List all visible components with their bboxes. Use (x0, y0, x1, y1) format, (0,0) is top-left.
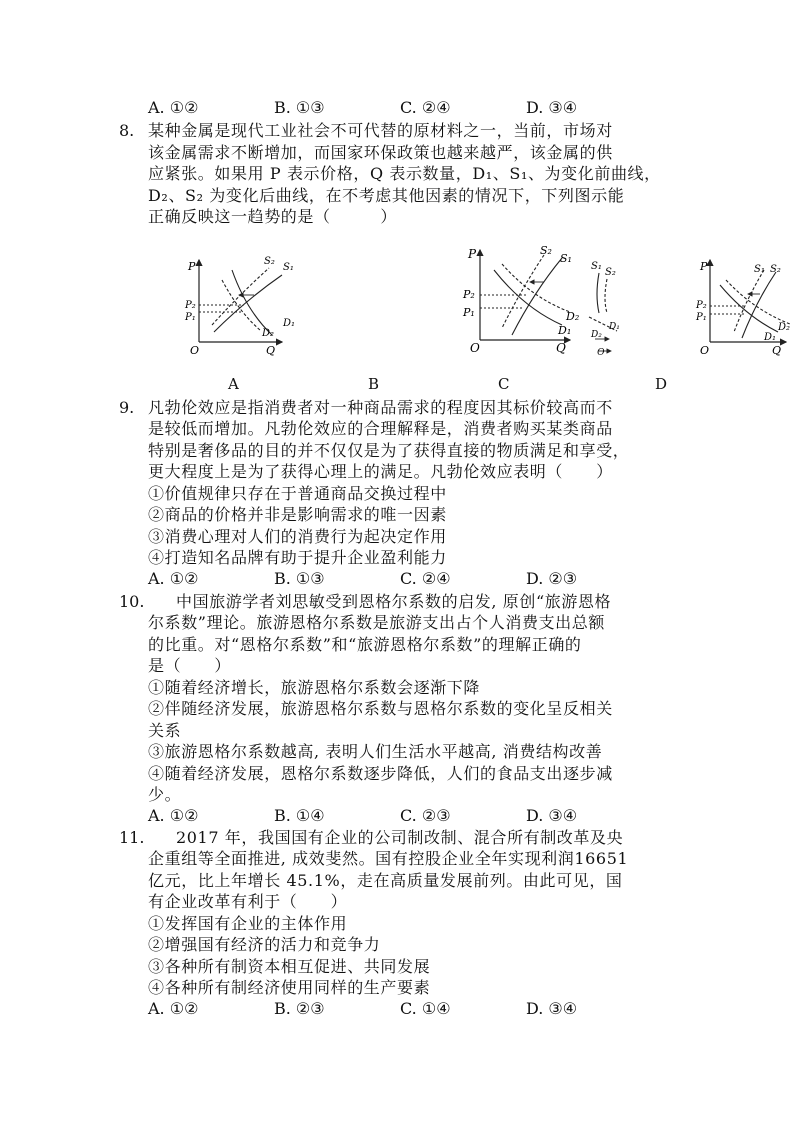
q11-option-c: C. ①④ (400, 999, 451, 1018)
graph-label-c: C (498, 375, 510, 393)
q9-choice: ①价值规律只存在于普通商品交换过程中 (148, 484, 447, 503)
graph-a-o-label: O (190, 344, 200, 357)
graph-c-s1-label: S₁ (560, 252, 572, 265)
graph-d-s1-label: S₁ (754, 264, 765, 275)
q10-choice: 关系 (148, 721, 182, 740)
q10-choice: ④随着经济发展，恩格尔系数逐步降低，人们的食品支出逐步减 (148, 764, 613, 783)
q10-choice: ①随着经济增长，旅游恩格尔系数会逐渐下降 (148, 678, 481, 697)
q11-choice: ③各种所有制资本相互促进、共同发展 (148, 957, 431, 976)
q7-option-b: B. ①③ (274, 98, 325, 117)
supply-demand-graph-a (184, 250, 304, 360)
q11-option-b: B. ②③ (274, 999, 325, 1018)
q8-line: D₂、S₂ 为变化后曲线，在不考虑其他因素的情况下，下列图示能 (148, 186, 625, 205)
q10-line: 尔系数”理论。旅游恩格尔系数是旅游支出占个人消费支出总额 (148, 613, 605, 632)
q9-number: 9. (119, 398, 135, 417)
graph-a-s1-label: S₁ (283, 262, 294, 273)
q9-option-c: C. ②④ (400, 569, 451, 588)
q10-number: 10. (119, 592, 145, 611)
q7-option-a: A. ①② (148, 98, 199, 117)
graph-d-p1-label: P₁ (696, 312, 707, 323)
q10-line: 的比重。对“恩格尔系数”和“旅游恩格尔系数”的理解正确的 (148, 635, 582, 654)
graph-c-side-fragment (585, 255, 635, 355)
q11-choice: ②增强国有经济的活力和竞争力 (148, 935, 381, 954)
q9-line: 凡勃伦效应是指消费者对一种商品需求的程度因其标价较高而不 (148, 398, 613, 417)
graph-label-a: A (228, 375, 239, 393)
graph-c-d1-label: D₁ (558, 324, 572, 337)
supply-demand-graph-d (694, 250, 794, 360)
q11-option-a: A. ①② (148, 999, 199, 1018)
graph-c-q-label: Q (556, 341, 566, 355)
graph-d-d1-label: D₁ (764, 332, 777, 343)
q7-option-d: D. ③④ (526, 98, 578, 117)
graph-d-o-label: O (700, 344, 710, 357)
graph-c-p-label: P (468, 247, 477, 261)
q10-option-c: C. ②③ (400, 806, 451, 825)
q8-number: 8. (119, 121, 135, 140)
graph-c-o-label: O (470, 341, 480, 355)
q9-line: 特别是奢侈品的目的并不仅仅是为了获得直接的物质满足和享受， (148, 441, 630, 460)
graph-d-d2-label: D₂ (778, 322, 791, 333)
graph-c-p2-label: P₂ (463, 288, 475, 301)
graph-c-side-d1-label: D₁ (609, 322, 620, 332)
q11-line: 企重组等全面推进, 成效斐然。国有控股企业全年实现利润16651 (148, 849, 629, 868)
graph-a-q-label: Q (266, 344, 276, 357)
q11-option-d: D. ③④ (526, 999, 578, 1018)
q8-line: 某种金属是现代工业社会不可代替的原材料之一，当前，市场对 (148, 121, 613, 140)
graph-c-side-s1-label: S₁ (591, 261, 602, 272)
graph-a-p1-label: P₁ (185, 312, 196, 323)
graph-c-side-d2-label: D₂ (591, 330, 602, 340)
q10-option-b: B. ①④ (274, 806, 325, 825)
q9-choice: ②商品的价格并非是影响需求的唯一因素 (148, 505, 447, 524)
graph-a-d1-label: D₁ (283, 318, 296, 329)
supply-demand-graph-c (462, 240, 592, 355)
graph-a-p-label: P (188, 260, 196, 273)
q11-choice: ①发挥国有企业的主体作用 (148, 914, 348, 933)
graph-d-p2-label: P₂ (696, 300, 707, 311)
graph-a-p2-label: P₂ (185, 300, 196, 311)
q8-line: 应紧张。如果用 P 表示价格，Q 表示数量，D₁、S₁、为变化前曲线， (148, 164, 661, 183)
q10-option-a: A. ①② (148, 806, 199, 825)
graph-c-side-q-label: Q (597, 348, 605, 355)
graph-c-s2-label: S₂ (540, 244, 552, 257)
q8-line: 正确反映这一趋势的是（ ） (148, 207, 398, 226)
q9-choice: ③消费心理对人们的消费行为起决定作用 (148, 527, 447, 546)
q11-choice: ④各种所有制经济使用同样的生产要素 (148, 978, 431, 997)
graph-label-d: D (655, 375, 668, 393)
q9-choice: ④打造知名品牌有助于提升企业盈利能力 (148, 548, 447, 567)
q10-choice: 少。 (148, 785, 182, 804)
graph-d-p-label: P (700, 260, 708, 273)
graph-label-b: B (368, 375, 380, 393)
graph-a-d2-label: D₂ (262, 328, 275, 339)
q10-choice: ②伴随经济发展，旅游恩格尔系数与恩格尔系数的变化呈反相关 (148, 699, 613, 718)
q9-line: 更大程度上是为了获得心理上的满足。凡勃伦效应表明（ ） (148, 462, 613, 481)
q10-line: 是（ ） (148, 656, 232, 675)
graph-d-q-label: Q (772, 344, 782, 357)
q8-line: 该金属需求不断增加，而国家环保政策也越来越严，该金属的供 (148, 143, 613, 162)
graph-c-side-s2-label: S₂ (605, 267, 616, 278)
q9-option-a: A. ①② (148, 569, 199, 588)
q11-line: 亿元，比上年增长 45.1%，走在高质量发展前列。由此可见，国 (148, 871, 623, 890)
q10-line: 中国旅游学者刘思敏受到恩格尔系数的启发, 原创“旅游恩格 (176, 592, 612, 611)
graph-d-s2-label: S₂ (770, 264, 781, 275)
q7-option-c: C. ②④ (400, 98, 451, 117)
graph-c-d2-label: D₂ (566, 310, 580, 323)
q9-line: 是较低而增加。凡勃伦效应的合理解释是，消费者购买某类商品 (148, 419, 613, 438)
q11-number: 11. (119, 828, 145, 847)
q9-option-d: D. ②③ (526, 569, 578, 588)
q9-option-b: B. ①③ (274, 569, 325, 588)
q10-option-d: D. ③④ (526, 806, 578, 825)
q11-line: 2017 年，我国国有企业的公司制改制、混合所有制改革及央 (176, 828, 624, 847)
graph-a-s2-label: S₂ (264, 256, 275, 267)
q11-line: 有企业改革有利于（ ） (148, 892, 348, 911)
q10-choice: ③旅游恩格尔系数越高, 表明人们生活水平越高, 消费结构改善 (148, 742, 603, 761)
graph-c-p1-label: P₁ (463, 306, 475, 319)
